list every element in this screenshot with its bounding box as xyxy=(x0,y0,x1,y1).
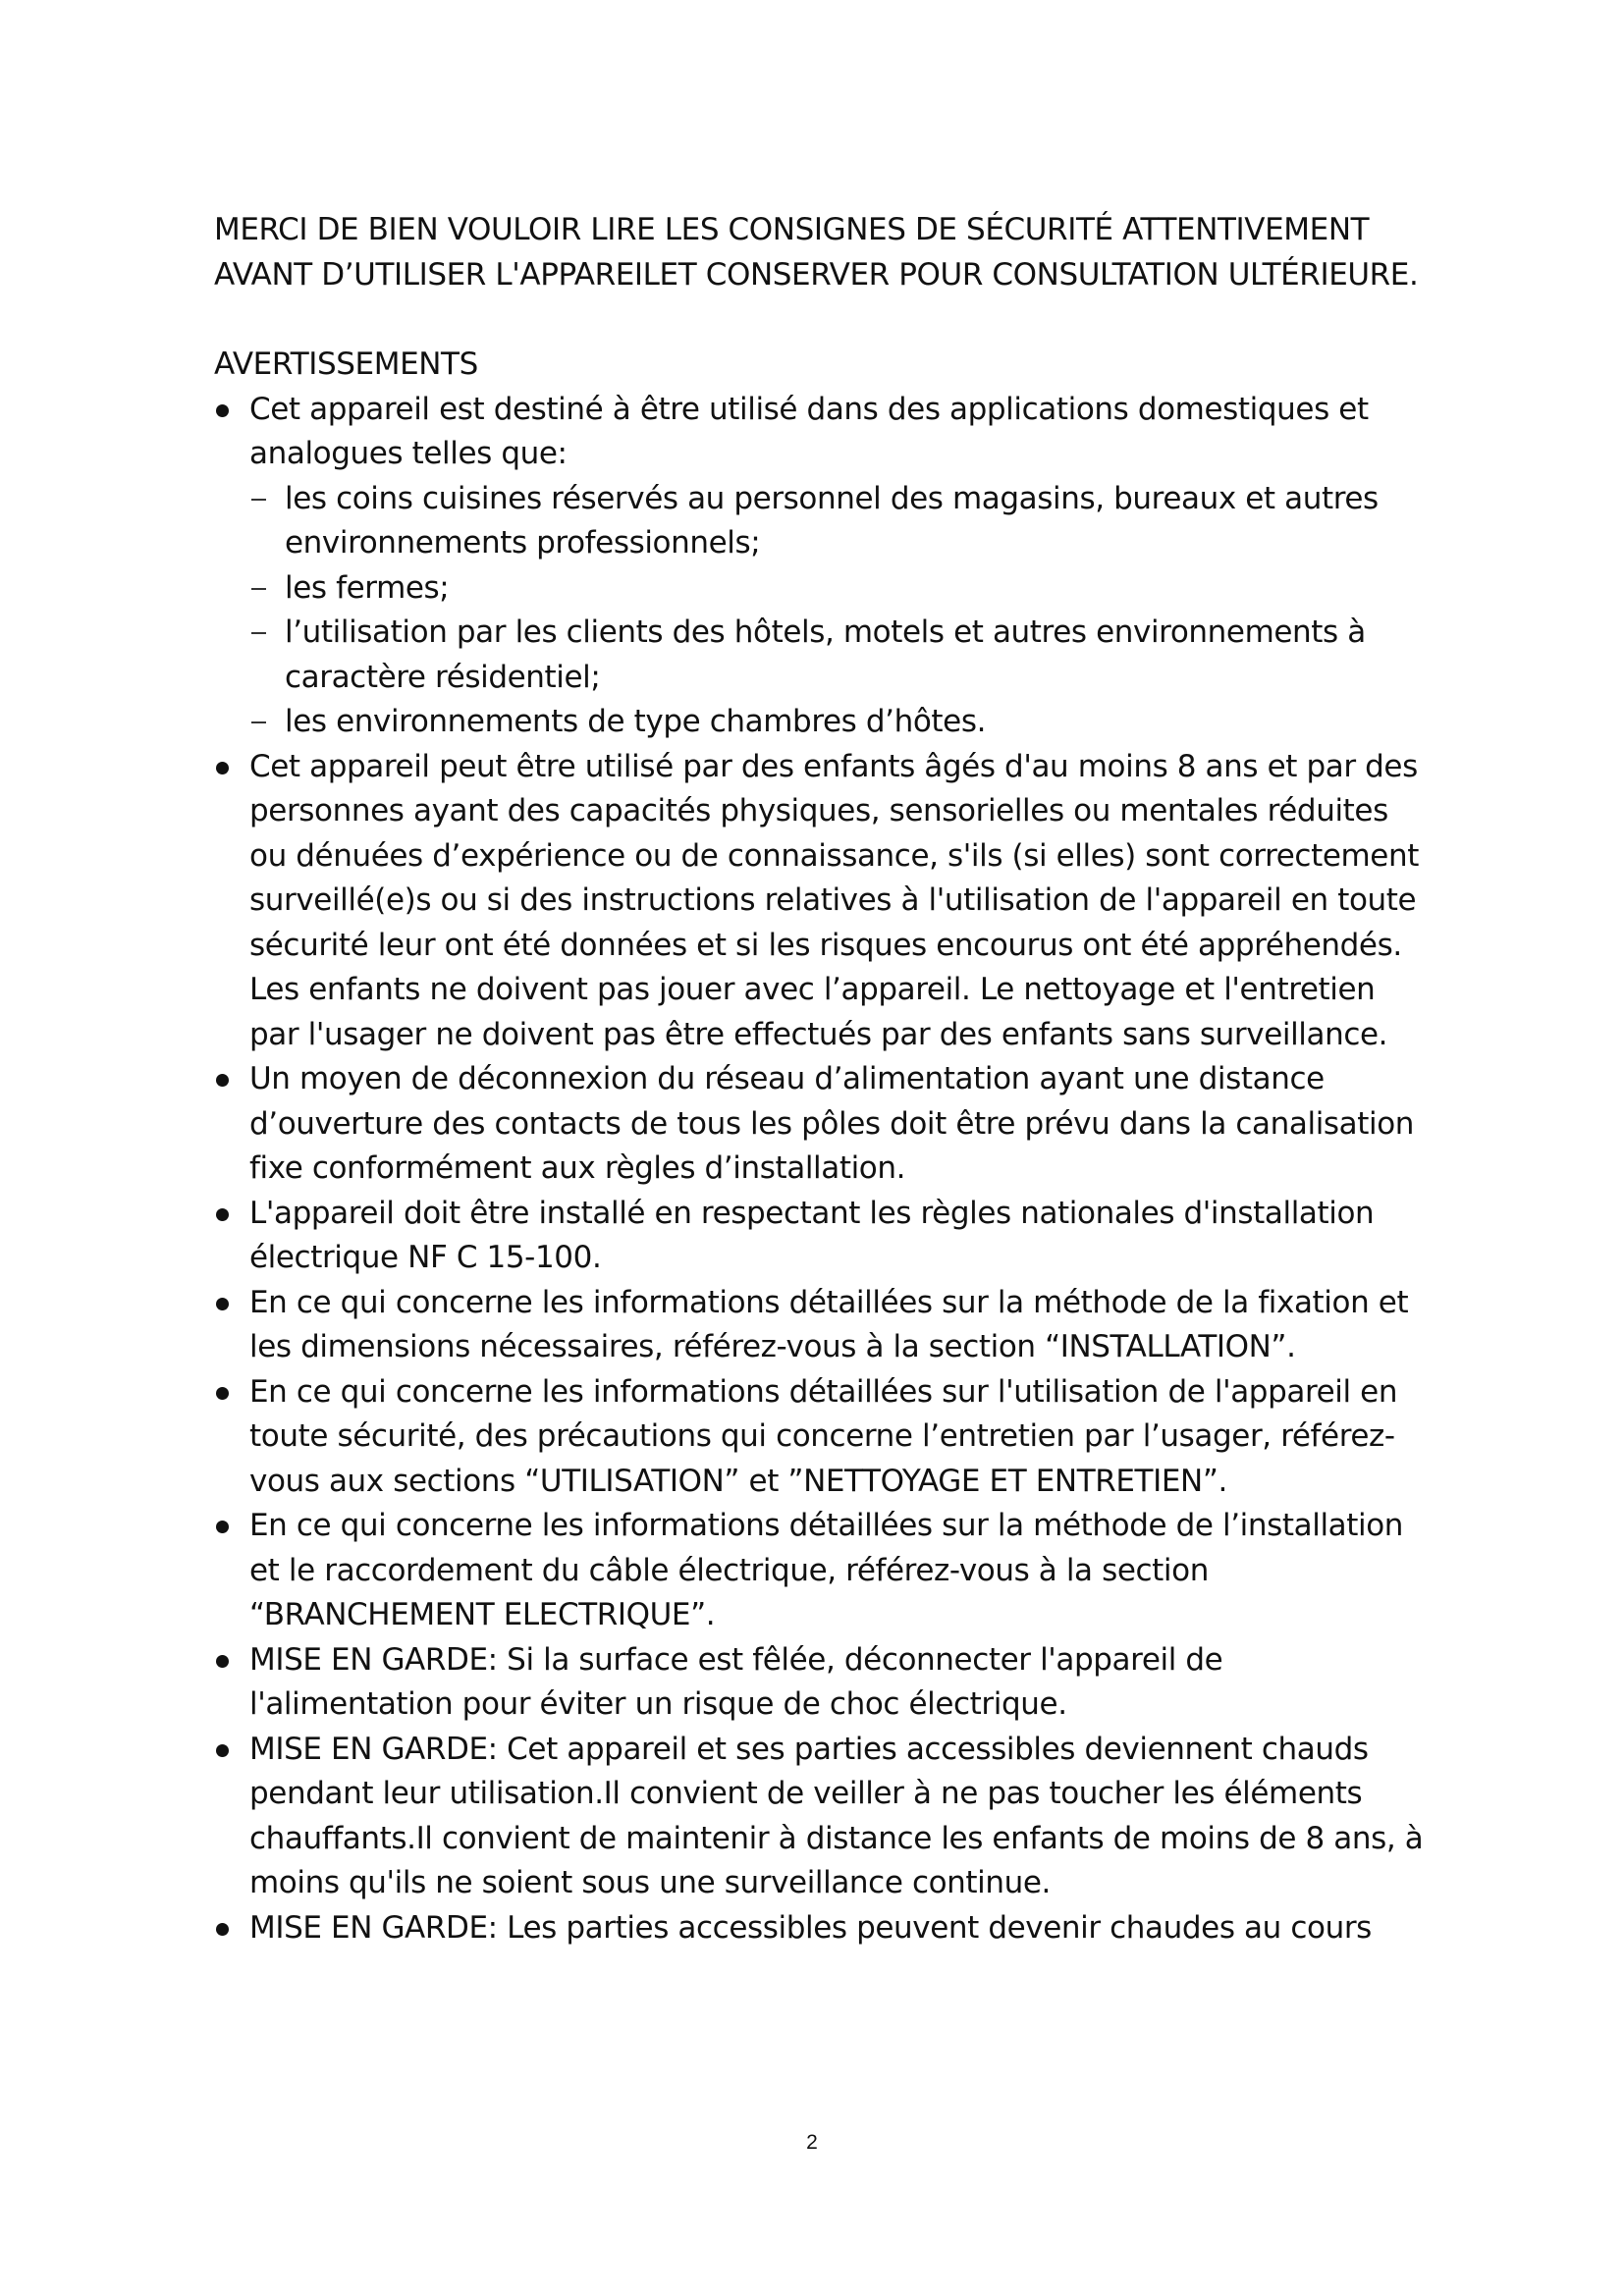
warning-text: Un moyen de déconnexion du réseau d’alimentation ayant une distance d’ouverture des contacts de tous les pôles doit être prévu dans la canalisation fixe conformément aux règles d’installation. xyxy=(249,1061,1415,1186)
warning-item xyxy=(214,1728,1432,1906)
sub-item xyxy=(249,477,1432,566)
bullet-icon xyxy=(216,1744,229,1757)
warning-text: MISE EN GARDE: Cet appareil et ses parties accessibles deviennent chauds pendant leur utilisation.Il convient de veiller à ne pas toucher les éléments chauffants.Il convient de maintenir à distance les enfants de moins de 8 ans, à moins qu'ils ne soient sous une surveillance continue. xyxy=(249,1731,1424,1900)
warning-item xyxy=(214,1057,1432,1192)
warning-item xyxy=(214,1281,1432,1370)
bullet-icon xyxy=(216,404,229,417)
bullet-icon xyxy=(216,1655,229,1668)
bullet-icon xyxy=(216,1923,229,1936)
warning-item xyxy=(214,1192,1432,1281)
dash-icon xyxy=(251,721,266,723)
warning-item xyxy=(214,388,1432,745)
warning-text: Cet appareil est destiné à être utilisé dans des applications domestiques et analogues telles que: xyxy=(249,391,1369,471)
dash-icon xyxy=(251,499,266,501)
warning-item xyxy=(214,1638,1432,1728)
page-content xyxy=(214,208,1432,1950)
section-heading: AVERTISSEMENTS xyxy=(214,347,478,382)
dash-icon xyxy=(251,588,266,590)
warning-text: En ce qui concerne les informations détaillées sur la méthode de la fixation et les dimensions nécessaires, référez-vous à la section “INSTALLATION”. xyxy=(249,1284,1409,1364)
intro-notice: MERCI DE BIEN VOULOIR LIRE LES CONSIGNES DE SÉCURITÉ ATTENTIVEMENT AVANT D’UTILISER L'APPAREILET CONSERVER POUR CONSULTATION ULTÉRIEURE. xyxy=(214,212,1419,293)
warning-text: MISE EN GARDE: Les parties accessibles peuvent devenir chaudes au cours xyxy=(249,1909,1372,1946)
bullet-icon xyxy=(216,762,229,774)
warnings-list xyxy=(214,388,1432,1951)
sub-item xyxy=(249,700,1432,745)
sub-item-text: l’utilisation par les clients des hôtels, motels et autres environnements à caractère résidentiel; xyxy=(285,614,1366,695)
page-number: 2 xyxy=(806,2131,818,2154)
warning-item xyxy=(214,1370,1432,1505)
bullet-icon xyxy=(216,1208,229,1221)
sub-item xyxy=(249,566,1432,612)
bullet-icon xyxy=(216,1387,229,1400)
sub-list xyxy=(249,477,1432,745)
bullet-icon xyxy=(216,1074,229,1087)
warning-text: Cet appareil peut être utilisé par des enfants âgés d'au moins 8 ans et par des personnes ayant des capacités physiques, sensorielles ou mentales réduites ou dénuées d’expérience ou de connaissance, s'ils (si elles) sont correctement surveillé(e)s ou si des instructions relatives à l'utilisation de l'appareil en toute sécurité leur ont été données et si les risques encourus ont été appréhendés. Les enfants ne doivent pas jouer avec l’appareil. Le nettoyage et l'entretien par l'usager ne doivent pas être effectués par des enfants sans surveillance. xyxy=(249,748,1419,1052)
warning-text: MISE EN GARDE: Si la surface est fêlée, déconnecter l'appareil de l'alimentation pour éviter un risque de choc électrique. xyxy=(249,1641,1223,1722)
bullet-icon xyxy=(216,1521,229,1533)
warning-text: En ce qui concerne les informations détaillées sur la méthode de l’installation et le raccordement du câble électrique, référez-vous à la section “BRANCHEMENT ELECTRIQUE”. xyxy=(249,1508,1404,1632)
dash-icon xyxy=(251,632,266,634)
sub-item-text: les environnements de type chambres d’hôtes. xyxy=(285,704,987,739)
warning-item xyxy=(214,1906,1432,1951)
sub-item xyxy=(249,611,1432,700)
bullet-icon xyxy=(216,1298,229,1310)
warning-text: En ce qui concerne les informations détaillées sur l'utilisation de l'appareil en toute sécurité, des précautions qui concerne l’entretien par l’usager, référez-vous aux sections “UTILISATION” et ”NETTOYAGE ET ENTRETIEN”. xyxy=(249,1373,1398,1499)
warning-text: L'appareil doit être installé en respectant les règles nationales d'installation électrique NF C 15-100. xyxy=(249,1195,1375,1275)
warning-item xyxy=(214,745,1432,1058)
sub-item-text: les coins cuisines réservés au personnel des magasins, bureaux et autres environnements professionnels; xyxy=(285,480,1379,561)
warning-item xyxy=(214,1504,1432,1638)
sub-item-text: les fermes; xyxy=(285,569,450,606)
